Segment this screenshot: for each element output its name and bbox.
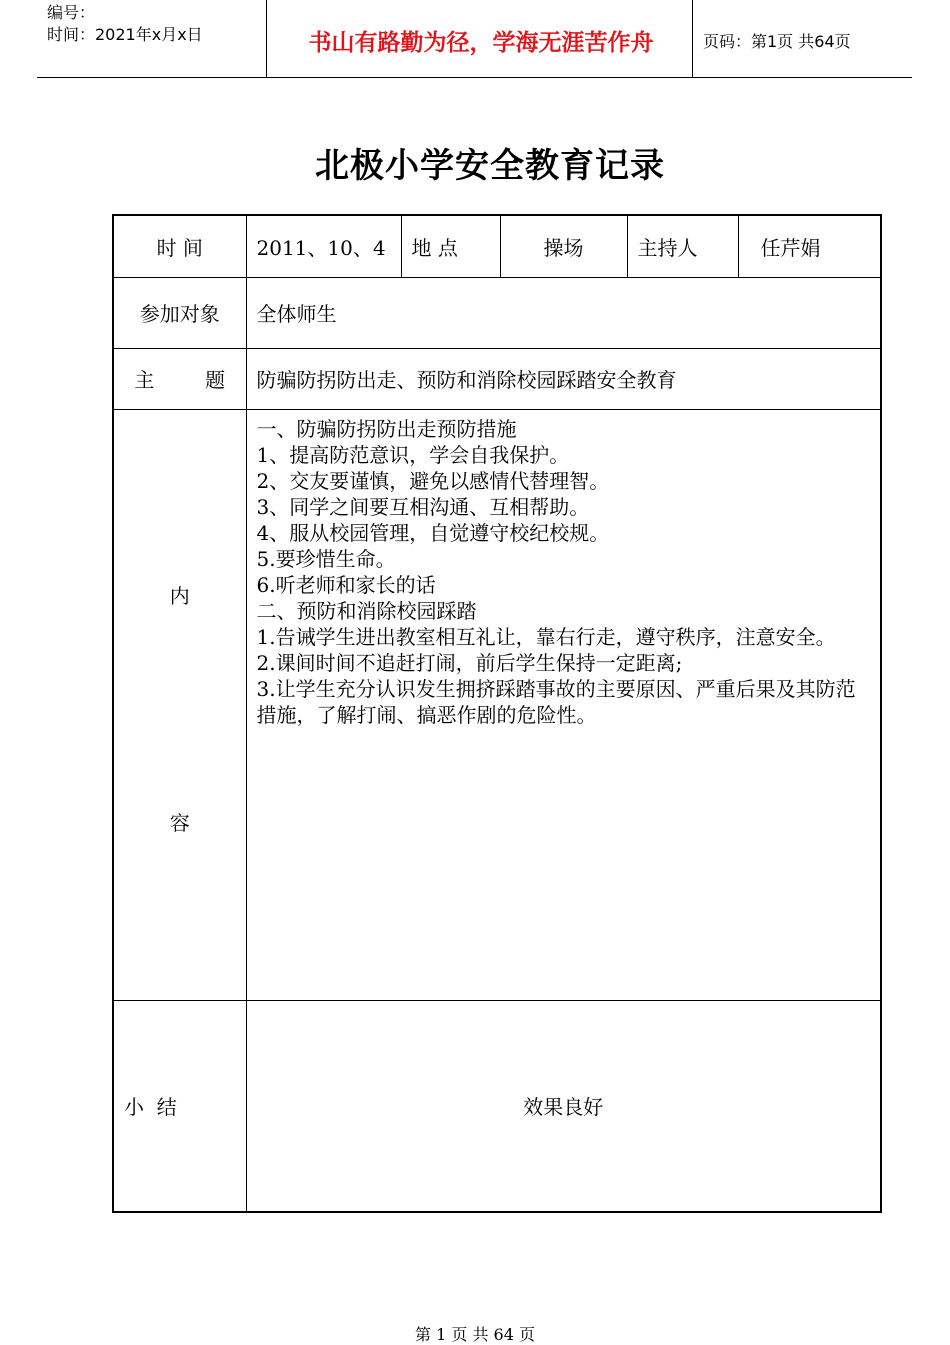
header-motto: 书山有路勤为径，学海无涯苦作舟 xyxy=(308,30,654,56)
participants-value: 全体师生 xyxy=(246,277,881,348)
header-meta xyxy=(47,2,203,46)
place-label: 地 点 xyxy=(401,215,500,277)
header-divider xyxy=(692,0,693,77)
content-line: 5.要珍惜生命。 xyxy=(256,546,396,571)
page-footer: 第 1 页 共 64 页 xyxy=(415,1325,535,1344)
content-line: 3.让学生充分认识发生拥挤踩踏事故的主要原因、严重后果及其防范措施，了解打闹、搞恶作剧的危险性。 xyxy=(256,676,856,727)
table-row xyxy=(113,348,881,409)
time-label: 时间：2021年x月x日 xyxy=(47,25,203,44)
content-line: 3、同学之间要互相沟通、互相帮助。 xyxy=(256,494,590,519)
topic-value: 防骗防拐防出走、预防和消除校园踩踏安全教育 xyxy=(246,348,881,409)
safety-record-table xyxy=(112,214,882,1213)
table-row xyxy=(113,409,881,1000)
content-line: 1、提高防范意识，学会自我保护。 xyxy=(256,442,570,467)
content-line: 一、防骗防拐防出走预防措施 xyxy=(256,416,517,441)
number-label: 编号： xyxy=(47,3,96,22)
table-row xyxy=(113,215,881,277)
page-header xyxy=(37,0,912,78)
content-label-top: 内 xyxy=(169,583,190,608)
header-divider xyxy=(266,0,267,77)
summary-label: 小 结 xyxy=(113,1000,246,1212)
table-row xyxy=(113,277,881,348)
content-label xyxy=(113,409,246,1000)
content-body xyxy=(246,409,881,1000)
time-value: 2011、10、4 xyxy=(246,215,401,277)
content-line: 2、交友要谨慎，避免以感情代替理智。 xyxy=(256,468,610,493)
content-line: 1.告诫学生进出教室相互礼让，靠右行走，遵守秩序，注意安全。 xyxy=(256,624,836,649)
table-row xyxy=(113,1000,881,1212)
content-label-bottom: 容 xyxy=(169,810,190,835)
host-value: 任芹娟 xyxy=(738,215,881,277)
time-label: 时 间 xyxy=(113,215,246,277)
summary-value: 效果良好 xyxy=(246,1000,881,1212)
host-label: 主持人 xyxy=(627,215,738,277)
content-line: 2.课间时间不追赶打闹，前后学生保持一定距离; xyxy=(256,650,683,675)
content-line: 6.听老师和家长的话 xyxy=(256,572,436,597)
document-title: 北极小学安全教育记录 xyxy=(315,146,665,186)
content-line: 二、预防和消除校园踩踏 xyxy=(256,598,477,623)
topic-label: 主 题 xyxy=(113,348,246,409)
header-page-number: 页码：第1页 共64页 xyxy=(703,32,851,51)
place-value: 操场 xyxy=(500,215,627,277)
participants-label: 参加对象 xyxy=(113,277,246,348)
content-line: 4、服从校园管理，自觉遵守校纪校规。 xyxy=(256,520,610,545)
